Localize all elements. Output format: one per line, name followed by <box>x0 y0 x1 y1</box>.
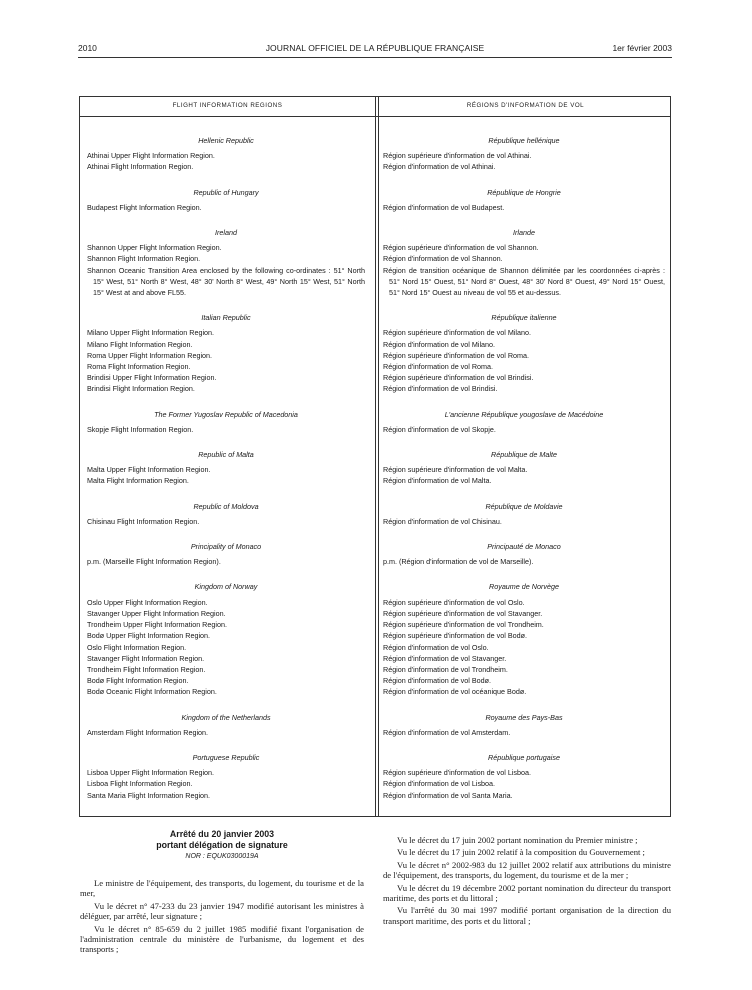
arrete-paragraph: Le ministre de l'équipement, des transports, du logement, du tourisme et de la mer, <box>80 878 364 899</box>
country-group-fr <box>383 541 665 567</box>
region-entry-fr: Région supérieure d'information de vol Malta. <box>383 465 528 475</box>
column-divider <box>375 97 376 816</box>
region-entry-en: Athinai Flight Information Region. <box>87 162 194 172</box>
country-group-fr <box>383 449 665 487</box>
region-entry-en: Chisinau Flight Information Region. <box>87 516 200 526</box>
arrete-subtitle: portant délégation de signature <box>156 840 288 850</box>
country-title-fr: Royaume de Norvège <box>489 582 559 592</box>
country-title-en: Ireland <box>215 228 237 238</box>
arrete-title: Arrêté du 20 janvier 2003 <box>169 829 275 839</box>
country-group-fr <box>383 187 665 213</box>
nor-reference: NOR : EQUK0300019A <box>185 853 259 860</box>
region-entry-fr: Région supérieure d'information de vol Trondheim. <box>383 620 544 630</box>
country-title-fr: République de Hongrie <box>487 187 561 197</box>
arrete-paragraph: Vu le décret n° 85-659 du 2 juillet 1985 modifié fixant l'organisation de l'administration centrale du ministère de l'urbanisme, du logement et des transports ; <box>80 923 364 955</box>
region-entry-en: Milano Flight Information Region. <box>87 339 193 349</box>
country-group-en <box>87 449 365 487</box>
country-title-en: Italian Republic <box>201 313 251 323</box>
country-title-en: Kingdom of the Netherlands <box>181 712 271 722</box>
country-group-fr <box>383 581 665 697</box>
country-title-fr: Royaume des Pays-Bas <box>485 712 563 722</box>
region-entry-en: Shannon Oceanic Transition Area enclosed by the following co-ordinates : 51° North 15° West, 51° North 8° West, 48° 30' North 8° West, 49° North 15° West, 51° North 15° West at and above FL55. <box>87 265 365 298</box>
country-title-fr: République portugaise <box>488 752 560 762</box>
region-entry-fr: Région d'information de vol Santa Maria. <box>383 790 513 800</box>
column-divider-second <box>378 97 379 816</box>
country-title-en: Republic of Hungary <box>193 187 259 197</box>
country-group-fr <box>383 312 665 394</box>
region-entry-fr: Région d'information de vol Milano. <box>383 339 496 349</box>
region-entry-fr: Région supérieure d'information de vol Bodø. <box>383 631 528 641</box>
region-entry-fr: Région d'information de vol Shannon. <box>383 254 503 264</box>
region-entry-en: Trondheim Upper Flight Information Region. <box>87 620 227 630</box>
country-title-en: Republic of Malta <box>198 450 254 460</box>
arrete-paragraph: Vu le décret du 17 juin 2002 portant nomination du Premier ministre ; <box>397 835 638 845</box>
french-column <box>383 135 665 801</box>
region-entry-fr: Région d'information de vol Oslo. <box>383 642 489 652</box>
country-title-fr: République de Moldavie <box>485 501 563 511</box>
region-entry-en: Bodø Upper Flight Information Region. <box>87 631 211 641</box>
region-entry-fr: p.m. (Région d'information de vol de Marseille). <box>383 557 534 567</box>
country-title-en: The Former Yugoslav Republic of Macedonia <box>154 409 298 419</box>
country-group-en <box>87 409 365 435</box>
arrete-paragraph: Vu le décret du 19 décembre 2002 portant nomination du directeur du transport maritime, des ports et du littoral ; <box>383 882 671 904</box>
country-title-en: Portuguese Republic <box>192 752 260 762</box>
region-entry-en: Malta Flight Information Region. <box>87 476 189 486</box>
region-entry-en: Oslo Flight Information Region. <box>87 642 187 652</box>
region-entry-en: Stavanger Flight Information Region. <box>87 653 205 663</box>
arrete-body-left <box>80 878 364 957</box>
region-entry-fr: Région d'information de vol Brindisi. <box>383 384 498 394</box>
region-entry-fr: Région d'information de vol Athinai. <box>383 162 496 172</box>
country-title-fr: République hellénique <box>488 136 560 145</box>
region-entry-fr: Région d'information de vol Malta. <box>383 476 492 486</box>
country-group-fr <box>383 712 665 738</box>
region-entry-en: Roma Flight Information Region. <box>87 362 191 372</box>
region-entry-en: Stavanger Upper Flight Information Region. <box>87 608 226 618</box>
country-title-fr: Principauté de Monaco <box>487 542 561 552</box>
issue-date: 1er février 2003 <box>612 43 672 53</box>
region-entry-en: Malta Upper Flight Information Region. <box>87 465 211 475</box>
region-entry-fr: Région supérieure d'information de vol Milano. <box>383 328 532 338</box>
region-entry-fr: Région supérieure d'information de vol Lisboa. <box>383 768 532 778</box>
region-entry-en: Brindisi Flight Information Region. <box>87 384 195 394</box>
region-entry-en: Roma Upper Flight Information Region. <box>87 350 213 360</box>
header-row-rule <box>80 116 670 117</box>
region-entry-en: Milano Upper Flight Information Region. <box>87 328 215 338</box>
region-entry-fr: Région d'information de vol Roma. <box>383 362 494 372</box>
region-entry-fr: Région d'information de vol Trondheim. <box>383 664 508 674</box>
country-group-en <box>87 187 365 213</box>
country-group-fr <box>383 501 665 527</box>
region-entry-en: Shannon Flight Information Region. <box>87 254 201 264</box>
journal-title: JOURNAL OFFICIEL DE LA RÉPUBLIQUE FRANÇAISE <box>265 43 485 53</box>
english-column <box>87 135 365 801</box>
region-entry-en: p.m. (Marseille Flight Information Region). <box>87 557 221 567</box>
region-entry-en: Santa Maria Flight Information Region. <box>87 790 211 800</box>
arrete-paragraph: Vu le décret n° 47-233 du 23 janvier 1947 modifié autorisant les ministres à déléguer, par arrêté, leur signature ; <box>80 900 364 922</box>
column-header-en: FLIGHT INFORMATION REGIONS <box>172 102 283 109</box>
region-entry-fr: Région d'information de vol Amsterdam. <box>383 727 511 737</box>
region-entry-en: Oslo Upper Flight Information Region. <box>87 597 208 607</box>
region-entry-en: Trondheim Flight Information Region. <box>87 664 206 674</box>
region-entry-en: Budapest Flight Information Region. <box>87 202 202 212</box>
country-group-fr <box>383 409 665 435</box>
country-title-fr: République de Malte <box>491 450 557 460</box>
country-title-en: Hellenic Republic <box>198 136 254 145</box>
region-entry-en: Bodø Oceanic Flight Information Region. <box>87 687 217 697</box>
region-entry-en: Lisboa Upper Flight Information Region. <box>87 768 215 778</box>
country-group-en <box>87 581 365 697</box>
country-title-fr: L'ancienne République yougoslave de Macédoine <box>444 409 604 419</box>
region-entry-en: Bodø Flight Information Region. <box>87 676 189 686</box>
region-entry-fr: Région supérieure d'information de vol Shannon. <box>383 243 539 253</box>
region-entry-fr: Région d'information de vol Bodø. <box>383 676 492 686</box>
country-title-fr: République italienne <box>491 313 557 323</box>
country-group-en <box>87 712 365 738</box>
region-entry-fr: Région d'information de vol Chisinau. <box>383 516 502 526</box>
country-group-fr <box>383 752 665 801</box>
region-entry-en: Amsterdam Flight Information Region. <box>87 727 209 737</box>
region-entry-en: Shannon Upper Flight Information Region. <box>87 243 222 253</box>
region-entry-en: Skopje Flight Information Region. <box>87 424 194 434</box>
region-entry-en: Lisboa Flight Information Region. <box>87 779 193 789</box>
region-entry-fr: Région d'information de vol océanique Bodø. <box>383 687 527 697</box>
country-group-fr <box>383 227 665 298</box>
country-title-fr: Irlande <box>513 228 535 238</box>
arrete-body-right <box>383 835 671 928</box>
region-entry-fr: Région supérieure d'information de vol Oslo. <box>383 597 525 607</box>
country-group-fr <box>383 135 665 173</box>
country-title-en: Republic of Moldova <box>193 501 259 511</box>
region-entry-fr: Région supérieure d'information de vol Athinai. <box>383 151 532 161</box>
region-entry-fr: Région d'information de vol Lisboa. <box>383 779 496 789</box>
region-entry-fr: Région supérieure d'information de vol Brindisi. <box>383 373 534 383</box>
arrete-paragraph: Vu le décret n° 2002-983 du 12 juillet 2002 relatif aux attributions du ministre de l'équipement, des transports, du logement, du tourisme et de la mer ; <box>383 859 671 881</box>
arrete-paragraph: Vu l'arrêté du 30 mai 1997 modifié portant organisation de la direction du transport maritime, des ports et du littoral ; <box>383 905 671 926</box>
region-entry-fr: Région de transition océanique de Shannon délimitée par les coordonnées ci-après : 51° Nord 15° Ouest, 51° Nord 8° Ouest, 48° 30' Nord 8° Ouest, 49° Nord 15° Ouest, 51° Nord 15° Ouest au niveau de vol 55 et au-dessus. <box>383 265 665 298</box>
region-entry-fr: Région d'information de vol Skopje. <box>383 424 496 434</box>
region-entry-fr: Région supérieure d'information de vol Roma. <box>383 350 529 360</box>
country-group-en <box>87 752 365 801</box>
region-entry-en: Brindisi Upper Flight Information Region. <box>87 373 217 383</box>
country-group-en <box>87 312 365 394</box>
arrete-paragraph: Vu le décret du 17 juin 2002 relatif à la composition du Gouvernement ; <box>397 847 645 858</box>
country-group-en <box>87 135 365 173</box>
country-group-en <box>87 501 365 527</box>
country-title-en: Kingdom of Norway <box>194 582 258 592</box>
page-number: 2010 <box>78 43 97 53</box>
arrete-heading <box>80 829 364 860</box>
country-group-en <box>87 227 365 298</box>
region-entry-fr: Région d'information de vol Stavanger. <box>383 653 507 663</box>
column-header-fr: RÉGIONS D'INFORMATION DE VOL <box>466 102 585 109</box>
country-group-en <box>87 541 365 567</box>
region-entry-fr: Région d'information de vol Budapest. <box>383 202 505 212</box>
header-rule <box>78 57 672 58</box>
region-entry-en: Athinai Upper Flight Information Region. <box>87 151 215 161</box>
running-header <box>78 43 672 57</box>
country-title-en: Principality of Monaco <box>190 542 262 552</box>
region-entry-fr: Région supérieure d'information de vol Stavanger. <box>383 608 543 618</box>
